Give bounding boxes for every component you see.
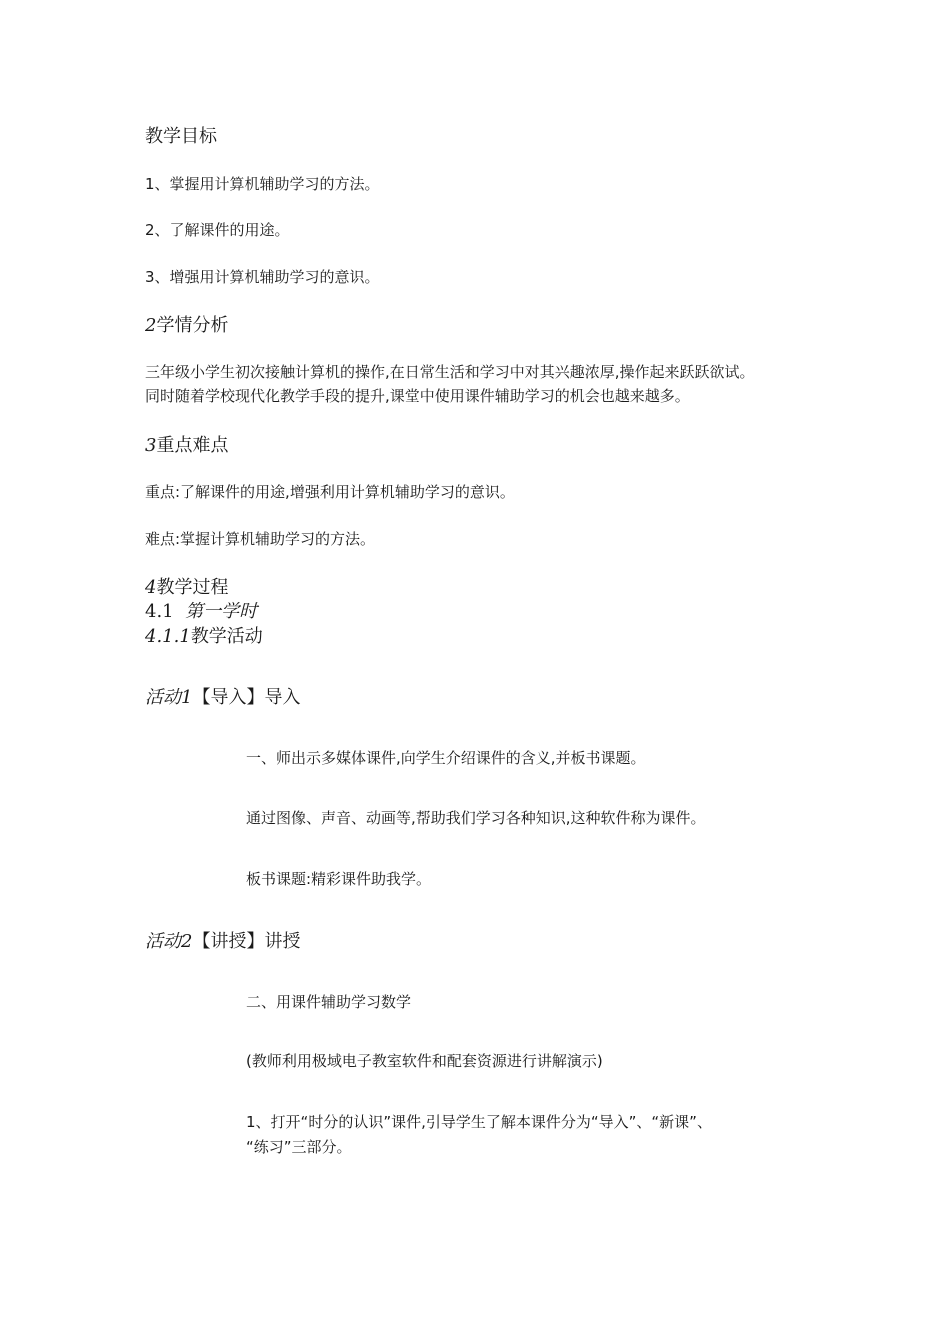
activity2-line: “练习”三部分。 bbox=[246, 1138, 352, 1156]
analysis-heading-num: 2 bbox=[145, 315, 157, 336]
process-heading-num: 4 bbox=[145, 577, 157, 598]
activity2-heading bbox=[145, 933, 300, 951]
objective-item: 3、增强用计算机辅助学习的意识。 bbox=[145, 268, 380, 286]
activity1-heading bbox=[145, 689, 300, 707]
process-sub1-title: 第一学时 bbox=[185, 601, 258, 622]
activity1-line: 板书课题:精彩课件助我学。 bbox=[246, 870, 432, 888]
difficult-point-text: 难点:掌握计算机辅助学习的方法。 bbox=[145, 530, 376, 548]
process-subheading-2 bbox=[145, 628, 263, 646]
analysis-line: 同时随着学校现代化教学手段的提升,课堂中使用课件辅助学习的机会也越来越多。 bbox=[145, 387, 690, 405]
key-points-heading-num: 3 bbox=[145, 435, 157, 456]
objective-item: 2、了解课件的用途。 bbox=[145, 221, 290, 239]
analysis-heading-title: 学情分析 bbox=[156, 315, 229, 336]
process-sub1-num: 4.1 bbox=[145, 601, 174, 622]
activity2-line: (教师利用极域电子教室软件和配套资源进行讲解演示) bbox=[246, 1052, 603, 1070]
activity2-label: 活动2 bbox=[145, 931, 193, 952]
activity1-title: 【导入】导入 bbox=[192, 687, 301, 708]
process-sub2-num: 4.1.1 bbox=[145, 626, 191, 647]
key-point-text: 重点:了解课件的用途,增强利用计算机辅助学习的意识。 bbox=[145, 483, 515, 501]
activity1-line: 通过图像、声音、动画等,帮助我们学习各种知识,这种软件称为课件。 bbox=[246, 809, 706, 827]
process-sub2-title: 教学活动 bbox=[190, 626, 263, 647]
activity1-label: 活动1 bbox=[145, 687, 193, 708]
activity2-line: 二、用课件辅助学习数学 bbox=[246, 993, 412, 1011]
activity1-line: 一、师出示多媒体课件,向学生介绍课件的含义,并板书课题。 bbox=[246, 749, 646, 767]
analysis-line: 三年级小学生初次接触计算机的操作,在日常生活和学习中对其兴趣浓厚,操作起来跃跃欲试。 bbox=[145, 363, 755, 381]
activity2-line: 1、打开“时分的认识”课件,引导学生了解本课件分为“导入”、“新课”、 bbox=[246, 1113, 712, 1131]
analysis-heading bbox=[145, 317, 228, 335]
process-heading-title: 教学过程 bbox=[156, 577, 229, 598]
objectives-title: 教学目标 bbox=[145, 126, 217, 147]
process-heading bbox=[145, 579, 228, 597]
activity2-title: 【讲授】讲授 bbox=[192, 931, 301, 952]
process-subheading-1 bbox=[145, 603, 257, 621]
objective-item: 1、掌握用计算机辅助学习的方法。 bbox=[145, 175, 380, 193]
key-points-heading-title: 重点难点 bbox=[156, 435, 229, 456]
key-points-heading bbox=[145, 437, 228, 455]
